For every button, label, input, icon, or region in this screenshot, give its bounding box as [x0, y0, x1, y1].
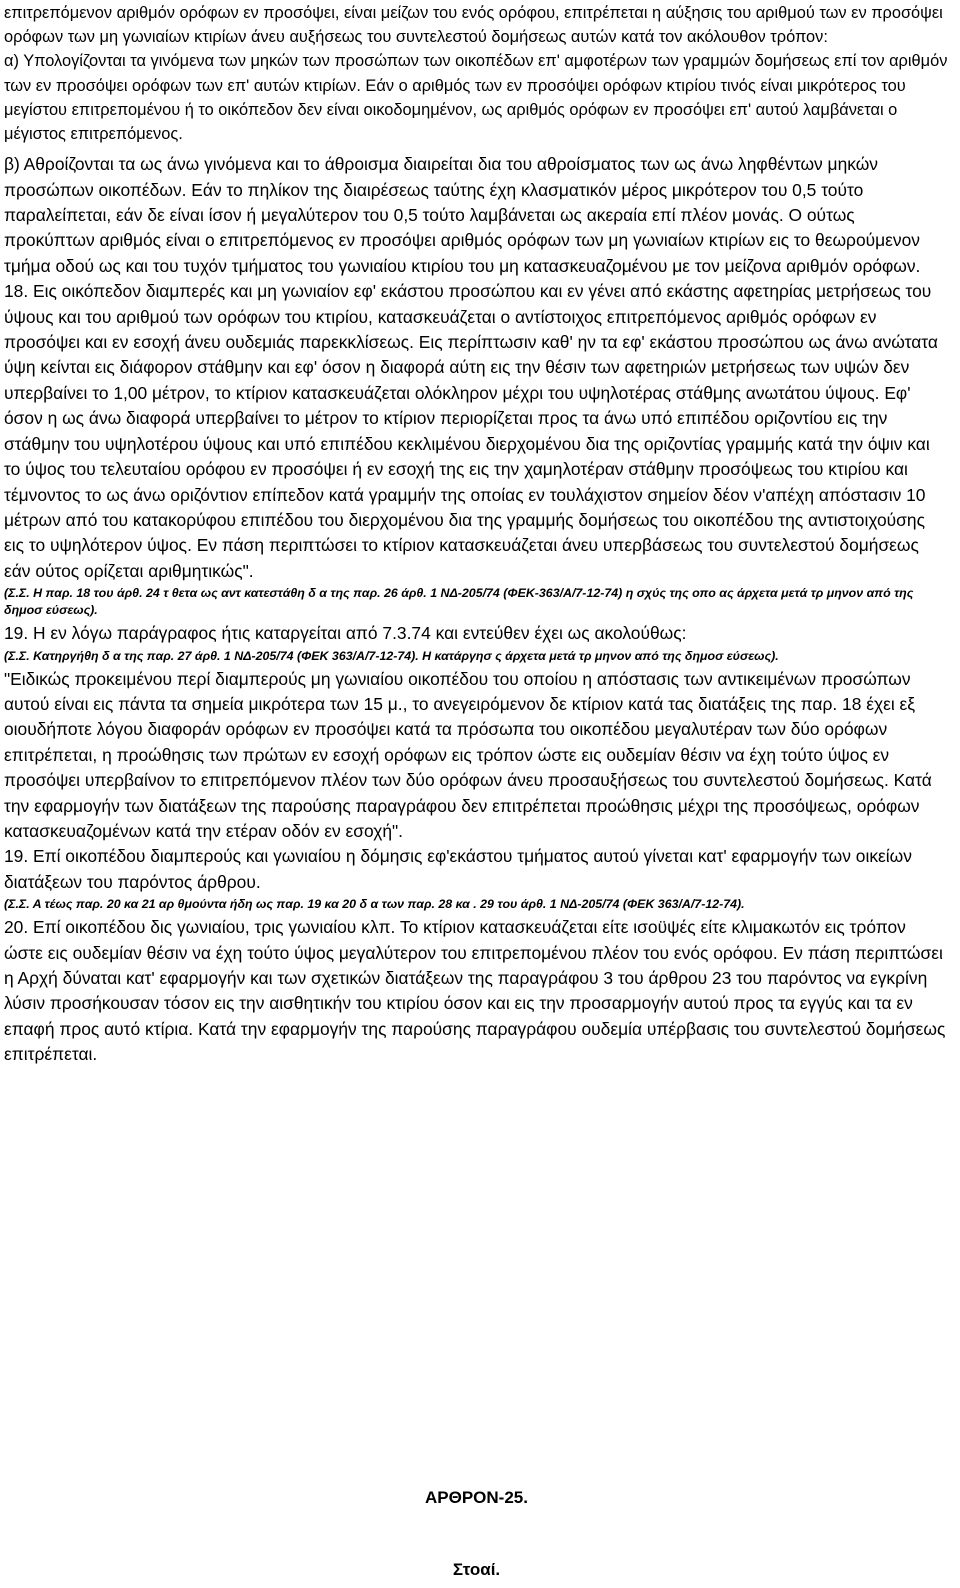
article-heading: ΑΡΘΡΟΝ-25.	[425, 1488, 528, 1507]
editor-note-1: (Σ.Σ. Η παρ. 18 του άρθ. 24 τ θετα ως αντ κατεστάθη δ α της παρ. 26 άρθ. 1 ΝΔ-205/74 (ΦΕΚ-363/Α/7-12-74) η σχύς της οπο ας άρχετα μετά τρ μηνον από της δημοσ εύσεως).	[4, 586, 914, 618]
document-page	[4, 0, 949, 1579]
paragraph-b: β) Αθροίζονται τα ως άνω γινόμενα και το άθροισμα διαιρείται δια του αθροίσματος των ως άνω ληφθέντων μηκών προσώπων οικοπέδων. Εάν το πηλίκον της διαιρέσεως ταύτης έχη κλασματικόν μέρος μικρότερον του 0,5 τούτο παραλείπεται, εάν δε είναι ίσον ή μεγαλύτερον του 0,5 τούτο λαμβάνεται ως ακεραία επί πλέον μονάς. Ο ούτως προκύπτων αριθμός είναι ο επιτρεπόμενος εν προσόψει αριθμός ορόφων των μη γωνιαίων κτιρίων εις το θεωρούμενον τμήμα οδού ως και του τυχόν τμήματος του γωνιαίου κτιρίου του μη κατασκευαζομένου με τον μείζονα αριθμόν ορόφων.	[4, 154, 921, 276]
editor-note-3: (Σ.Σ. Α τέως παρ. 20 κα 21 αρ θμούντα ήδη ως παρ. 19 κα 20 δ α των παρ. 28 κα . 29 του άρθ. 1 ΝΔ-205/74 (ΦΕΚ 363/Α/7-12-74).	[4, 897, 745, 912]
paragraph-20: 20. Επί οικοπέδου δις γωνιαίου, τρις γωνιαίου κλπ. Το κτίριον κατασκευάζεται είτε ισοϋψές είτε κλιμακωτόν εις τρόπον ώστε εις ουδεμίαν θέσιν να έχη τούτο ύψος μεγαλύτερον του επιτρεπομένου πλέον του ενός ορόφου. Εν πάση περιπτώσει η Αρχή δύναται κατ' εφαρμογήν και των σχετικών διατάξεων της παραγράφου 3 του άρθρου 23 του παρόντος να εγκρίνη λύσιν προσήκουσαν τόσον εις την αισθητικήν του κτιρίου όσον και εις την προσαρμογήν αυτού προς τα εγγύς και τα εν επαφή προς αυτό κτίρια. Κατά την εφαρμογήν της παρούσης παραγράφου ουδεμία υπέρβασις του συντελεστού δομήσεως επιτρέπεται.	[4, 917, 946, 1065]
paragraph-intro: επιτρεπόμενον αριθμόν ορόφων εν προσόψει, είναι μείζων του ενός ορόφου, επιτρέπεται η αύξησις του αριθμού των εν προσόψει ορόφων των μη γωνιαίων κτιρίων άνευ αυξήσεως του συντελεστού δομήσεως αυτών κατά τον ακόλουθον τρόπον:	[4, 4, 943, 47]
editor-note-2: (Σ.Σ. Κατηργήθη δ α της παρ. 27 άρθ. 1 ΝΔ-205/74 (ΦΕΚ 363/Α/7-12-74). Η κατάργησ ς άρχετα μετά τρ μηνον από της δημοσ εύσεως).	[4, 648, 779, 663]
paragraph-a: α) Υπολογίζονται τα γινόμενα των μηκών των προσώπων των οικοπέδων επ' αμφοτέρων των γραμμών δομήσεως επί τον αριθμόν των εν προσόψει ορόφων των επ' αυτών κτιρίων. Εάν ο αριθμός των εν προσόψει ορόφων κτιρίου τινός είναι μικρότερος του μεγίστου επιτρεπομένου ή το οικόπεδον δεν είναι οικοδομημένον, ως αριθμός ορόφων εν προσόψει επ' αυτού λαμβάνεται ο μέγιστος επιτρεπόμενος.	[4, 52, 948, 144]
paragraph-quoted-text: "Ειδικώς προκειμένου περί διαμπερούς μη γωνιαίου οικοπέδου του οποίου η απόστασις των αντικειμένων προσώπων αυτού είναι εις πάντα τα σημεία μικρότερα των 15 μ., το ανεγειρόμενον δε κτίριον κατά τας διατάξεις της παρ. 18 έχει εξ οιουδήποτε λόγου διαφοράν ορόφων εν προσόψει κατά τα πρόσωπα του οικοπέδου μεγαλυτέραν των δύο ορόφων επιτρέπεται, η προώθησις των πρώτων εν εσοχή ορόφων εις τρόπον ώστε εις ουδεμίαν θέσιν να έχη τούτο ύψος εν προσόψει υπερβαίνον το επιτρεπόμενον πλέον των δύο ορόφων άνευ προσαυξήσεως του συντελεστού δομήσεως. Κατά την εφαρμογήν των διατάξεων της παρούσης παραγράφου δεν επιτρέπεται προώθησις μέχρι της προσόψεως, ορόφων κατασκευαζομένων κατά την ετέραν οδόν εν εσοχή".	[4, 668, 932, 841]
article-subheading: Στοαί.	[452, 1560, 501, 1579]
paragraph-19-original: 19. Η εν λόγω παράγραφος ήτις καταργείται από 7.3.74 και εντεύθεν έχει ως ακολούθως:	[4, 623, 687, 644]
paragraph-18: 18. Εις οικόπεδον διαμπερές και μη γωνιαίον εφ' εκάστου προσώπου και εν γένει από εκάστης αφετηρίας μετρήσεως του ύψους και του αριθμού των ορόφων του κτιρίου, κατασκευάζεται ο αντίστοιχος επιτρεπόμενος αριθμός ορόφων εν προσόψει και εν εσοχή άνευ ουδεμιάς παρεκκλίσεως. Εις περίπτωσιν καθ' ην τα εφ' εκάστου προσώπου ως άνω ανώτατα ύψη κείνται εις διάφορον στάθμην και εφ' όσον η διαφορά αύτη εις την θέσιν των αφετηριών μετρήσεως των υψών δεν υπερβαίνει το 1,00 μέτρον, το κτίριον κατασκευάζεται ολόκληρον μέχρι του υψηλοτέρας στάθμης ανωτάτου ύψους. Εφ' όσον η ως άνω διαφορά υπερβαίνει το μέτρον το κτίριον περιορίζεται προς τα άνω υπό επιπέδου οριζοντίου εις την στάθμην του υψηλοτέρου ύψους και υπό επιπέδου κεκλιμένου διερχομένου δια της οριζοντίας γραμμής κατά την όψιν και το ύψος του τελευταίου ορόφου εν προσόψει ή εν εσοχή της εις την χαμηλοτέραν στάθμην προσόψεως του κτιρίου και τέμνοντος το ως άνω οριζόντιον επίπεδον κατά γραμμήν της οποίας εν τουλάχιστον σημείον δέον ν'απέχη απόστασιν 10 μέτρων από του κατακορύφου επιπέδου του διερχομένου δια της γραμμής δομήσεως του οικοπέδου της αντιστοιχούσης εις το υψηλότερον ύψος. Εν πάση περιπτώσει το κτίριον κατασκευάζεται άνευ υπερβάσεως του συντελεστού δομήσεως εάν ούτος ορίζεται αριθμητικώς".	[4, 281, 938, 581]
paragraph-19: 19. Επί οικοπέδου διαμπερούς και γωνιαίου η δόμησις εφ'εκάστου τμήματος αυτού γίνεται κατ' εφαρμογήν των οικείων διατάξεων του παρόντος άρθρου.	[4, 846, 912, 892]
